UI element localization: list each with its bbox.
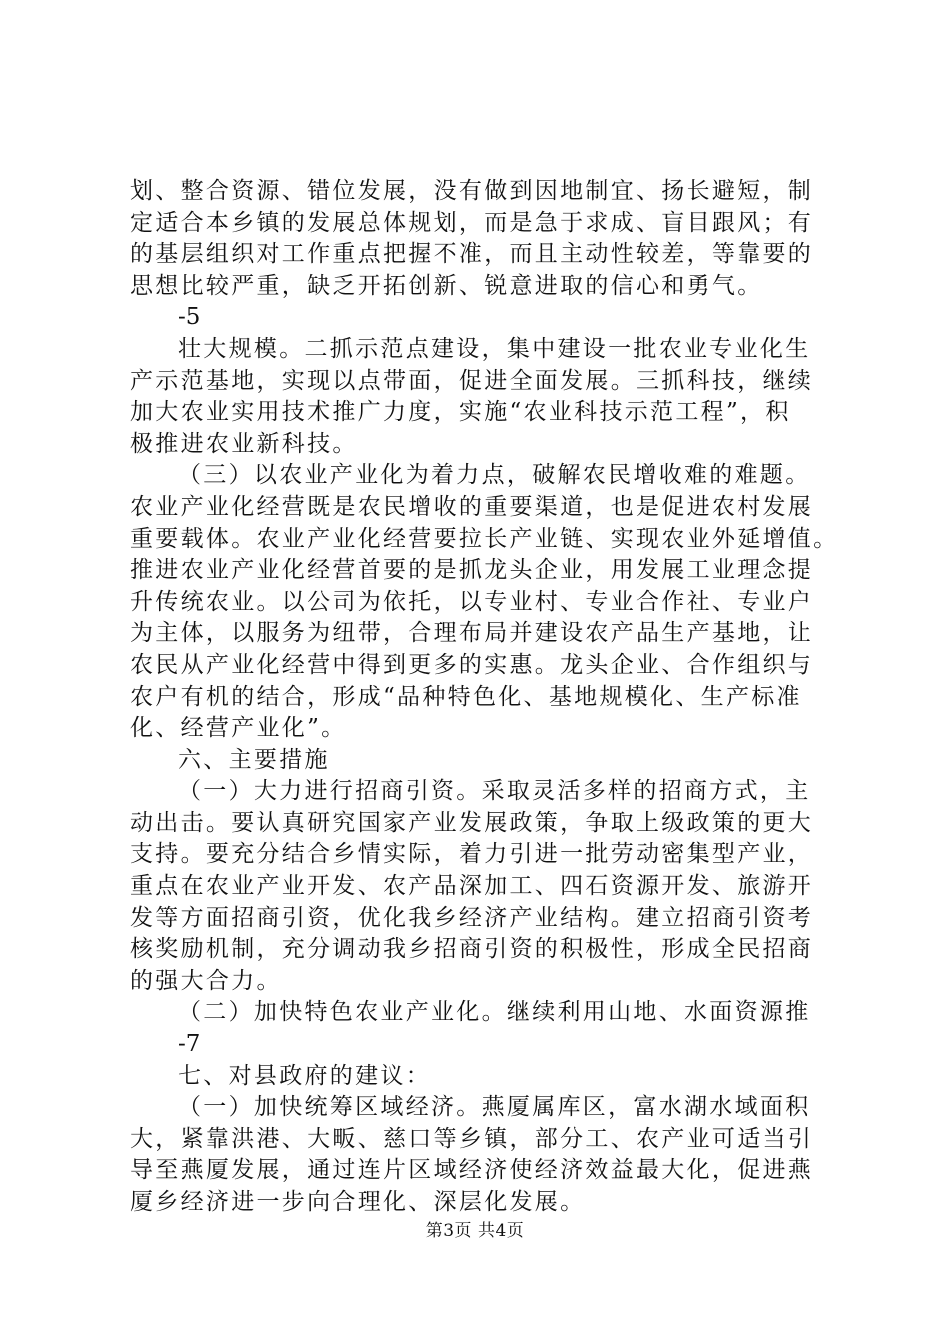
text-line: 农户有机的结合，形成“品种特色化、基地规模化、生产标准 [130, 683, 802, 710]
text-line: （三）以农业产业化为着力点，破解农民增收难的难题。 [178, 462, 811, 489]
text-line: 发等方面招商引资，优化我乡经济产业结构。建立招商引资考 [130, 904, 814, 931]
text-line: 导至燕厦发展，通过连片区域经济使经济效益最大化，促进燕 [130, 1157, 814, 1184]
text-line: 产示范基地，实现以点带面，促进全面发展。三抓科技，继续 [130, 367, 814, 394]
text-line: 重点在农业产业开发、农产品深加工、四石资源开发、旅游开 [130, 873, 814, 900]
document-body [130, 176, 839, 1219]
text-line: 动出击。要认真研究国家产业发展政策，争取上级政策的更大 [130, 809, 814, 836]
text-line: 定适合本乡镇的发展总体规划，而是急于求成、盲目跟风；有 [130, 209, 814, 236]
page-footer: 第3页 共4页 [425, 1221, 525, 1241]
text-line: （一）大力进行招商引资。采取灵活多样的招商方式，主 [178, 778, 811, 805]
text-line: 极推进农业新科技。 [130, 430, 358, 457]
text-line: 核奖励机制，充分调动我乡招商引资的积极性，形成全民招商 [130, 936, 814, 963]
text-line: 大，紧靠洪港、大畈、慈口等乡镇，部分工、农产业可适当引 [130, 1125, 814, 1152]
text-line: 壮大规模。二抓示范点建设，集中建设一批农业专业化生 [178, 335, 811, 362]
text-line: 的强大合力。 [130, 967, 282, 994]
text-line: 划、整合资源、错位发展，没有做到因地制宜、扬长避短，制 [130, 178, 814, 204]
text-line: 升传统农业。以公司为依托，以专业村、专业合作社、专业户 [130, 588, 814, 615]
text-line: 厦乡经济进一步向合理化、深层化发展。 [130, 1189, 586, 1215]
text-line: 加大农业实用技术推广力度，实施“农业科技示范工程”，积 [130, 399, 791, 426]
text-line: 的基层组织对工作重点把握不准，而且主动性较差，等靠要的 [130, 241, 814, 268]
text-line: 重要载体。农业产业化经营要拉长产业链、实现农业外延增值。 [130, 525, 839, 552]
text-line: （二）加快特色农业产业化。继续利用山地、水面资源推 [178, 999, 811, 1026]
text-line: 七、对县政府的建议： [178, 1062, 431, 1089]
text-line: 推进农业产业化经营首要的是抓龙头企业，用发展工业理念提 [130, 557, 814, 584]
text-line: 农业产业化经营既是农民增收的重要渠道，也是促进农村发展 [130, 493, 814, 520]
page-marker: -5 [178, 304, 201, 331]
text-line: 化、经营产业化”。 [130, 715, 347, 742]
text-line: （一）加快统筹区域经济。燕厦属库区，富水湖水域面积 [178, 1094, 811, 1121]
text-line: 思想比较严重，缺乏开拓创新、锐意进取的信心和勇气。 [130, 272, 763, 299]
text-line: 六、主要措施 [178, 746, 330, 773]
page-marker: -7 [178, 1031, 201, 1058]
text-line: 支持。要充分结合乡情实际，着力引进一批劳动密集型产业， [130, 841, 814, 868]
text-line: 农民从产业化经营中得到更多的实惠。龙头企业、合作组织与 [130, 651, 814, 678]
text-line: 为主体，以服务为纽带，合理布局并建设农产品生产基地，让 [130, 620, 814, 647]
